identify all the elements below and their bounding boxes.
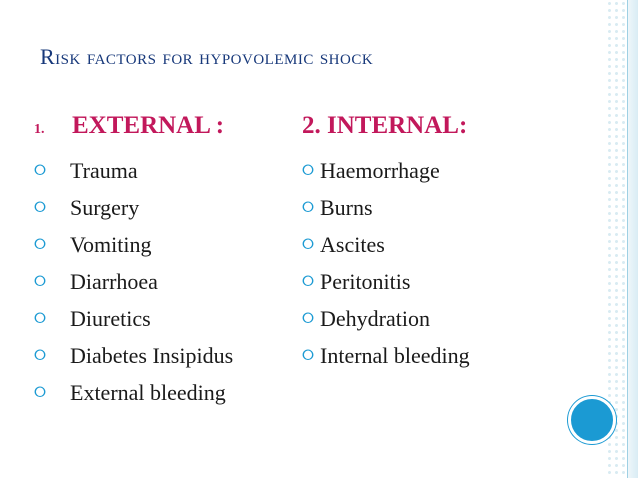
list-item bbox=[302, 189, 470, 226]
list-item-label: External bleeding bbox=[70, 379, 226, 405]
ring-bullet-icon: ⭘ bbox=[34, 272, 47, 290]
list-item bbox=[34, 337, 233, 374]
list-item-label: Peritonitis bbox=[320, 268, 411, 294]
ring-bullet-icon: ⭘ bbox=[34, 161, 47, 179]
ring-bullet-icon: ⭘ bbox=[302, 309, 315, 327]
list-item-label: Surgery bbox=[70, 194, 140, 220]
internal-heading-row bbox=[302, 112, 470, 152]
decorative-edge-strip bbox=[627, 0, 638, 478]
list-item bbox=[34, 374, 233, 411]
internal-heading: 2. INTERNAL: bbox=[302, 112, 468, 139]
ring-bullet-icon: ⭘ bbox=[34, 346, 47, 364]
list-item bbox=[302, 152, 470, 189]
external-column bbox=[34, 112, 233, 411]
ring-bullet-icon: ⭘ bbox=[34, 235, 47, 253]
list-item bbox=[34, 226, 233, 263]
list-item bbox=[302, 226, 470, 263]
list-item-label: Haemorrhage bbox=[320, 157, 440, 183]
ring-bullet-icon: ⭘ bbox=[302, 235, 315, 253]
ring-bullet-icon: ⭘ bbox=[34, 309, 47, 327]
decorative-circle bbox=[568, 396, 616, 444]
list-item bbox=[34, 263, 233, 300]
external-heading-row bbox=[34, 112, 233, 152]
internal-factor-list bbox=[302, 152, 470, 374]
external-heading: EXTERNAL : bbox=[72, 112, 225, 139]
list-item-label: Diabetes Insipidus bbox=[70, 342, 234, 368]
ring-bullet-icon: ⭘ bbox=[302, 346, 315, 364]
list-item bbox=[34, 152, 233, 189]
external-factor-list bbox=[34, 152, 233, 411]
ring-bullet-icon: ⭘ bbox=[302, 161, 315, 179]
list-item-label: Trauma bbox=[70, 157, 138, 183]
list-item-label: Vomiting bbox=[70, 231, 152, 257]
ring-bullet-icon: ⭘ bbox=[34, 198, 47, 216]
list-item bbox=[302, 263, 470, 300]
ring-bullet-icon: ⭘ bbox=[302, 272, 315, 290]
list-item-label: Burns bbox=[320, 194, 373, 220]
list-item-label: Dehydration bbox=[320, 305, 430, 331]
list-item bbox=[34, 300, 233, 337]
list-item-label: Diuretics bbox=[70, 305, 151, 331]
list-item-label: Ascites bbox=[320, 231, 385, 257]
ring-bullet-icon: ⭘ bbox=[34, 383, 47, 401]
internal-column bbox=[302, 112, 470, 374]
slide-title: Risk factors for hypovolemic shock bbox=[40, 44, 374, 69]
list-item bbox=[302, 337, 470, 374]
ring-bullet-icon: ⭘ bbox=[302, 198, 315, 216]
list-item bbox=[34, 189, 233, 226]
list-item-label: Internal bleeding bbox=[320, 342, 470, 368]
list-item-label: Diarrhoea bbox=[70, 268, 158, 294]
list-item bbox=[302, 300, 470, 337]
external-heading-number: 1. bbox=[34, 122, 45, 137]
